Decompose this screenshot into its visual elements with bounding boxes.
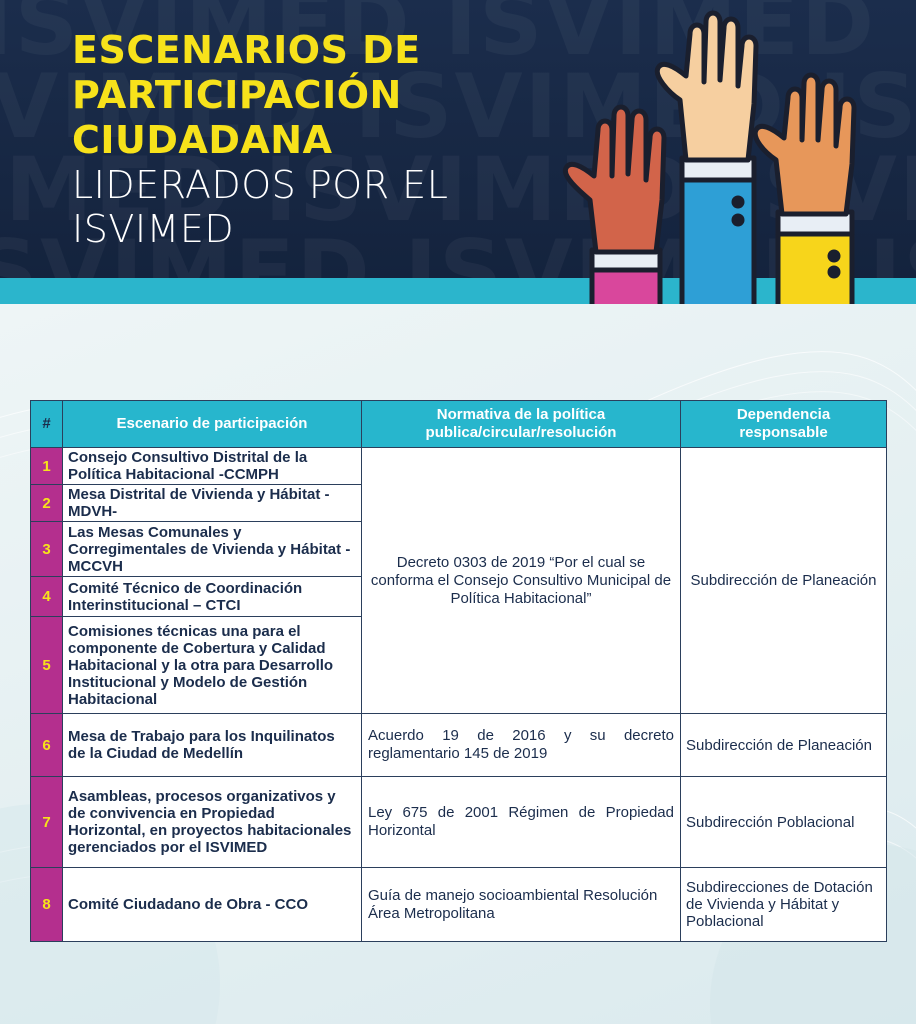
page-title: ESCENARIOS DE PARTICIPACIÓN CIUDADANA: [72, 28, 421, 162]
escenario-cell: Consejo Consultivo Distrital de la Política Habitacional -CCMPH: [63, 448, 362, 485]
escenario-cell: Las Mesas Comunales y Corregimentales de Vivienda y Hábitat -MCCVH: [63, 522, 362, 577]
row-number: 4: [31, 577, 63, 617]
table-row: [31, 448, 887, 485]
escenario-cell: Asambleas, procesos organizativos y de convivencia en Propiedad Horizontal, en proyectos habitacionales gerenciados por el ISVIMED: [63, 777, 362, 868]
dependencia-cell: Subdirección Poblacional: [681, 777, 887, 868]
table-row: [31, 714, 887, 777]
header-dependencia: Dependencia responsable: [681, 401, 887, 448]
header-num: #: [31, 401, 63, 448]
row-number: 3: [31, 522, 63, 577]
normativa-cell: Ley 675 de 2001 Régimen de Propiedad Horizontal: [362, 777, 681, 868]
table-header-row: [31, 401, 887, 448]
row-number: 1: [31, 448, 63, 485]
raised-hands-icon: [548, 0, 916, 304]
row-number: 2: [31, 485, 63, 522]
normativa-cell: Decreto 0303 de 2019 “Por el cual se conforma el Consejo Consultivo Municipal de Política Habitacional”: [362, 448, 681, 714]
escenario-cell: Mesa de Trabajo para los Inquilinatos de la Ciudad de Medellín: [63, 714, 362, 777]
dependencia-cell: Subdirección de Planeación: [681, 448, 887, 714]
page-subtitle: LIDERADOS POR EL ISVIMED: [72, 163, 449, 251]
header-normativa: Normativa de la política publica/circular/resolución: [362, 401, 681, 448]
normativa-cell: Acuerdo 19 de 2016 y su decreto reglamentario 145 de 2019: [362, 714, 681, 777]
participation-table: [30, 400, 887, 942]
row-number: 6: [31, 714, 63, 777]
escenario-cell: Comité Técnico de Coordinación Interinstitucional – CTCI: [63, 577, 362, 617]
table-row: [31, 868, 887, 942]
row-number: 5: [31, 617, 63, 714]
header-escenario: Escenario de participación: [63, 401, 362, 448]
escenario-cell: Comité Ciudadano de Obra - CCO: [63, 868, 362, 942]
dependencia-cell: Subdirección de Planeación: [681, 714, 887, 777]
normativa-cell: Guía de manejo socioambiental Resolución Área Metropolitana: [362, 868, 681, 942]
dependencia-cell: Subdirecciones de Dotación de Vivienda y Hábitat y Poblacional: [681, 868, 887, 942]
escenario-cell: Comisiones técnicas una para el componente de Cobertura y Calidad Habitacional y la otra para Desarrollo Institucional y Modelo de Gestión Habitacional: [63, 617, 362, 714]
table-row: [31, 777, 887, 868]
escenario-cell: Mesa Distrital de Vivienda y Hábitat -MDVH-: [63, 485, 362, 522]
row-number: 8: [31, 868, 63, 942]
row-number: 7: [31, 777, 63, 868]
